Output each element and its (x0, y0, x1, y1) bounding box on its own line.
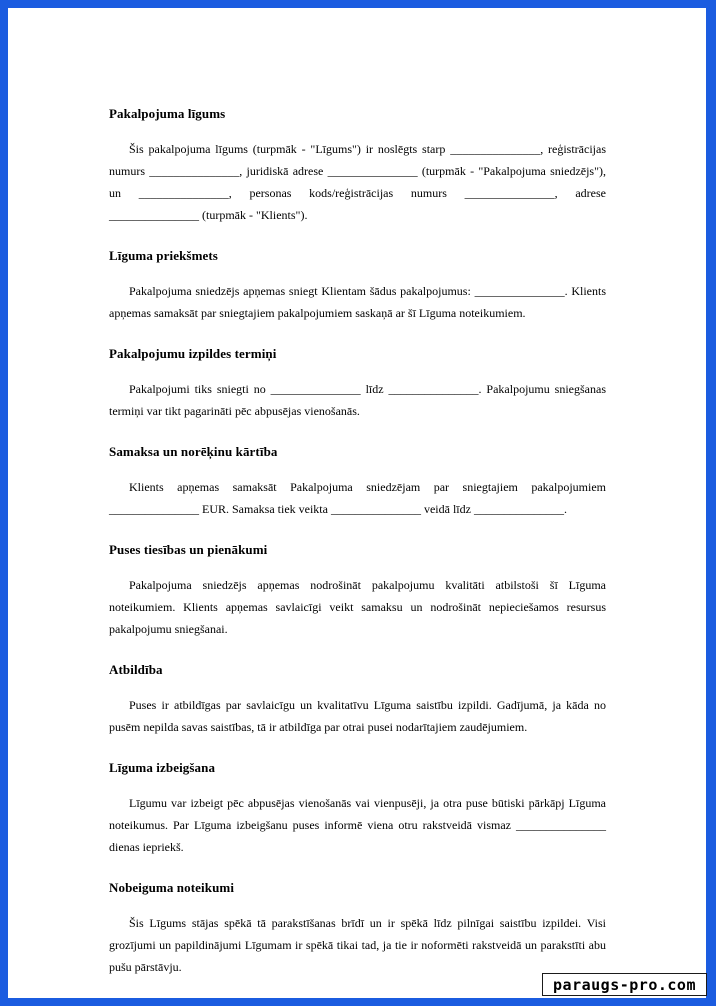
section-payment (109, 443, 606, 520)
section-heading: Puses tiesības un pienākumi (109, 542, 268, 557)
section-contract-title (109, 105, 606, 226)
document-page (8, 8, 706, 998)
section-paragraph: Šis Līgums stājas spēkā tā parakstīšanas brīdī un ir spēkā līdz pilnīgai saistību izpildei. Visi grozījumi un papildinājumi Līgumam ir spēkā tikai tad, ja tie ir noformēti rakstveidā un parakstīti abu pušu pārstāvju. (109, 916, 606, 974)
section-paragraph: Pakalpojumi tiks sniegti no _______________ līdz _______________. Pakalpojumu sniegšanas termiņi var tikt pagarināti pēc abpusējas vienošanās. (109, 382, 606, 418)
section-heading: Pakalpojumu izpildes termiņi (109, 346, 277, 361)
section-heading: Līguma izbeigšana (109, 760, 216, 775)
section-liability (109, 661, 606, 738)
section-paragraph: Klients apņemas samaksāt Pakalpojuma sniedzējam par sniegtajiem pakalpojumiem _______________ EUR. Samaksa tiek veikta _______________ veidā līdz _______________. (109, 480, 606, 516)
section-paragraph: Līgumu var izbeigt pēc abpusējas vienošanās vai vienpusēji, ja otra puse būtiski pārkāpj Līguma noteikumus. Par Līguma izbeigšanu puses informē viena otru rakstveidā vismaz _______________ dienas iepriekš. (109, 796, 606, 854)
section-heading: Atbildība (109, 662, 163, 677)
section-subject (109, 247, 606, 324)
section-paragraph: Pakalpojuma sniedzējs apņemas nodrošināt pakalpojumu kvalitāti atbilstoši šī Līguma noteikumiem. Klients apņemas savlaicīgi veikt samaksu un nodrošināt nepieciešamos resursus pakalpojumu sniegšanai. (109, 578, 606, 636)
section-paragraph: Pakalpojuma sniedzējs apņemas sniegt Klientam šādus pakalpojumus: _______________. Klients apņemas samaksāt par sniegtajiem pakalpojumiem saskaņā ar šī Līguma noteikumiem. (109, 284, 606, 320)
section-heading: Nobeiguma noteikumi (109, 880, 235, 895)
section-paragraph: Šis pakalpojuma līgums (turpmāk - "Līgums") ir noslēgts starp _______________, reģistrācijas numurs _______________, juridiskā adrese _______________ (turpmāk - "Pakalpojuma sniedzējs"), un _______________, personas kods/reģistrācijas numurs _______________, adrese _______________ (turpmāk - "Klients"). (109, 142, 606, 222)
document-content (109, 105, 606, 999)
section-paragraph: Puses ir atbildīgas par savlaicīgu un kvalitatīvu Līguma saistību izpildi. Gadījumā, ja kāda no pusēm nepilda savas saistības, tā ir atbildīga par otrai pusei nodarītajiem zaudējumiem. (109, 698, 606, 734)
section-rights-obligations (109, 541, 606, 640)
section-final-provisions (109, 879, 606, 978)
section-heading: Samaksa un norēķinu kārtība (109, 444, 278, 459)
section-deadlines (109, 345, 606, 422)
site-watermark: paraugs-pro.com (542, 973, 707, 996)
section-heading: Līguma priekšmets (109, 248, 218, 263)
section-termination (109, 759, 606, 858)
section-heading: Pakalpojuma līgums (109, 106, 226, 121)
